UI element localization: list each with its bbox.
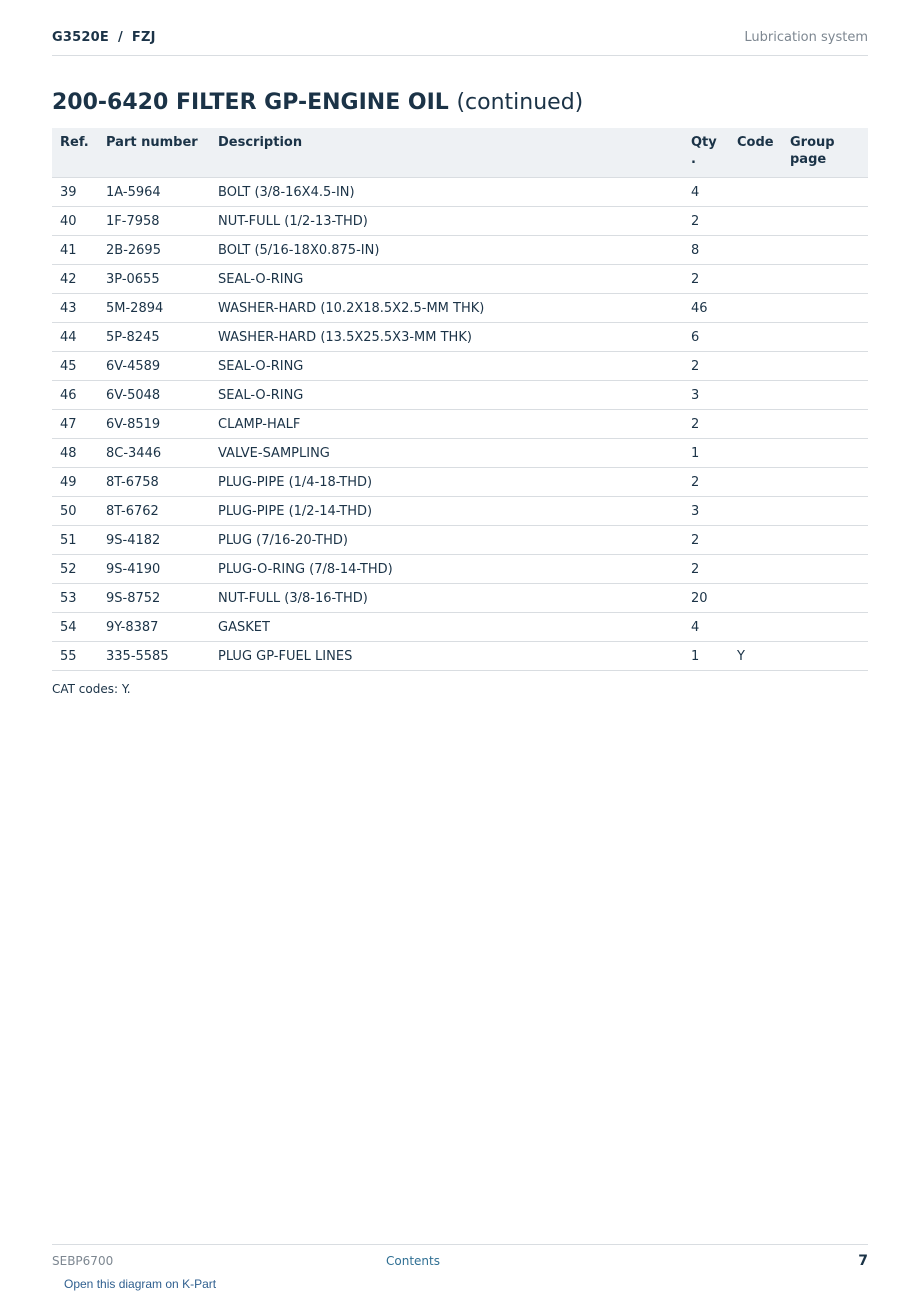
row-ref: 46 (52, 381, 98, 410)
table-row (52, 265, 868, 294)
row-part-number: 9S-4182 (98, 526, 210, 555)
row-description: WASHER-HARD (10.2X18.5X2.5-MM THK) (210, 294, 683, 323)
table-row (52, 410, 868, 439)
row-ref: 39 (52, 178, 98, 207)
row-description: SEAL-O-RING (210, 265, 683, 294)
row-ref: 50 (52, 497, 98, 526)
row-description: WASHER-HARD (13.5X25.5X3-MM THK) (210, 323, 683, 352)
row-ref: 51 (52, 526, 98, 555)
row-ref: 53 (52, 584, 98, 613)
row-part-number: 6V-8519 (98, 410, 210, 439)
row-code (729, 613, 782, 642)
row-code (729, 381, 782, 410)
row-part-number: 3P-0655 (98, 265, 210, 294)
table-row (52, 613, 868, 642)
row-code (729, 207, 782, 236)
row-group-page (782, 352, 868, 381)
row-code: Y (729, 642, 782, 671)
row-part-number: 8T-6758 (98, 468, 210, 497)
open-diagram-kpart-link[interactable]: Open this diagram on K-Part (64, 1277, 217, 1291)
row-qty: 2 (683, 352, 729, 381)
parts-table-body (52, 178, 868, 671)
row-part-number: 9S-4190 (98, 555, 210, 584)
row-qty: 2 (683, 526, 729, 555)
row-code (729, 410, 782, 439)
row-description: PLUG GP-FUEL LINES (210, 642, 683, 671)
cat-codes-note: CAT codes: Y. (52, 682, 131, 696)
row-part-number: 1A-5964 (98, 178, 210, 207)
section-name: Lubrication system (744, 30, 868, 45)
table-row (52, 178, 868, 207)
row-group-page (782, 468, 868, 497)
row-description: VALVE-SAMPLING (210, 439, 683, 468)
row-code (729, 178, 782, 207)
row-qty: 3 (683, 497, 729, 526)
table-row (52, 497, 868, 526)
row-qty: 2 (683, 265, 729, 294)
row-code (729, 294, 782, 323)
row-description: SEAL-O-RING (210, 352, 683, 381)
row-code (729, 526, 782, 555)
row-qty: 2 (683, 207, 729, 236)
row-code (729, 236, 782, 265)
row-qty: 1 (683, 439, 729, 468)
row-description: BOLT (3/8-16X4.5-IN) (210, 178, 683, 207)
table-row (52, 236, 868, 265)
row-part-number: 2B-2695 (98, 236, 210, 265)
row-ref: 41 (52, 236, 98, 265)
model-separator: / (117, 30, 123, 45)
row-ref: 45 (52, 352, 98, 381)
row-group-page (782, 526, 868, 555)
row-part-number: 5M-2894 (98, 294, 210, 323)
row-part-number: 9Y-8387 (98, 613, 210, 642)
row-group-page (782, 265, 868, 294)
row-group-page (782, 439, 868, 468)
page-title-main: 200-6420 FILTER GP-ENGINE OIL (52, 90, 449, 115)
row-code (729, 584, 782, 613)
row-code (729, 265, 782, 294)
row-description: CLAMP-HALF (210, 410, 683, 439)
table-row (52, 352, 868, 381)
table-row (52, 207, 868, 236)
row-ref: 49 (52, 468, 98, 497)
row-ref: 44 (52, 323, 98, 352)
row-group-page (782, 178, 868, 207)
column-header-qty: Qty . (683, 128, 729, 178)
contents-link[interactable]: Contents (386, 1254, 440, 1268)
row-qty: 6 (683, 323, 729, 352)
row-group-page (782, 207, 868, 236)
row-part-number: 9S-8752 (98, 584, 210, 613)
row-qty: 2 (683, 410, 729, 439)
row-description: PLUG-PIPE (1/2-14-THD) (210, 497, 683, 526)
row-qty: 2 (683, 468, 729, 497)
row-description: GASKET (210, 613, 683, 642)
model-serial-label (52, 28, 156, 45)
row-group-page (782, 323, 868, 352)
row-qty: 46 (683, 294, 729, 323)
serial-prefix: FZJ (131, 30, 156, 45)
row-group-page (782, 294, 868, 323)
page-number: 7 (858, 1253, 868, 1269)
table-row (52, 642, 868, 671)
row-qty: 4 (683, 178, 729, 207)
row-code (729, 439, 782, 468)
row-qty: 8 (683, 236, 729, 265)
parts-table (52, 128, 868, 671)
model-name: G3520E (52, 30, 109, 45)
row-code (729, 323, 782, 352)
row-group-page (782, 613, 868, 642)
row-description: PLUG-O-RING (7/8-14-THD) (210, 555, 683, 584)
row-ref: 55 (52, 642, 98, 671)
row-code (729, 468, 782, 497)
row-group-page (782, 584, 868, 613)
page-footer (52, 1244, 868, 1270)
row-part-number: 8C-3446 (98, 439, 210, 468)
table-header-row (52, 128, 868, 178)
row-part-number: 5P-8245 (98, 323, 210, 352)
row-description: SEAL-O-RING (210, 381, 683, 410)
page-header (52, 28, 868, 56)
row-code (729, 352, 782, 381)
page-title-suffix: (continued) (456, 90, 584, 115)
row-qty: 2 (683, 555, 729, 584)
row-group-page (782, 236, 868, 265)
row-qty: 1 (683, 642, 729, 671)
row-description: NUT-FULL (3/8-16-THD) (210, 584, 683, 613)
table-row (52, 323, 868, 352)
table-row (52, 526, 868, 555)
row-qty: 3 (683, 381, 729, 410)
row-ref: 52 (52, 555, 98, 584)
column-header-ref: Ref. (52, 128, 98, 178)
row-ref: 43 (52, 294, 98, 323)
row-part-number: 6V-4589 (98, 352, 210, 381)
row-description: BOLT (5/16-18X0.875-IN) (210, 236, 683, 265)
row-group-page (782, 381, 868, 410)
row-qty: 20 (683, 584, 729, 613)
table-row (52, 294, 868, 323)
table-row (52, 468, 868, 497)
row-group-page (782, 410, 868, 439)
column-header-group-page: Group page (782, 128, 868, 178)
row-ref: 47 (52, 410, 98, 439)
row-part-number: 335-5585 (98, 642, 210, 671)
table-row (52, 555, 868, 584)
row-qty: 4 (683, 613, 729, 642)
table-row (52, 584, 868, 613)
column-header-part-number: Part number (98, 128, 210, 178)
table-row (52, 439, 868, 468)
row-description: PLUG-PIPE (1/4-18-THD) (210, 468, 683, 497)
row-description: NUT-FULL (1/2-13-THD) (210, 207, 683, 236)
row-part-number: 8T-6762 (98, 497, 210, 526)
row-ref: 48 (52, 439, 98, 468)
row-ref: 40 (52, 207, 98, 236)
page-title (52, 90, 583, 115)
row-group-page (782, 642, 868, 671)
column-header-code: Code (729, 128, 782, 178)
row-code (729, 555, 782, 584)
document-code: SEBP6700 (52, 1254, 114, 1268)
row-ref: 54 (52, 613, 98, 642)
row-description: PLUG (7/16-20-THD) (210, 526, 683, 555)
row-code (729, 497, 782, 526)
table-row (52, 381, 868, 410)
row-part-number: 6V-5048 (98, 381, 210, 410)
row-group-page (782, 555, 868, 584)
row-ref: 42 (52, 265, 98, 294)
row-part-number: 1F-7958 (98, 207, 210, 236)
row-group-page (782, 497, 868, 526)
column-header-description: Description (210, 128, 683, 178)
